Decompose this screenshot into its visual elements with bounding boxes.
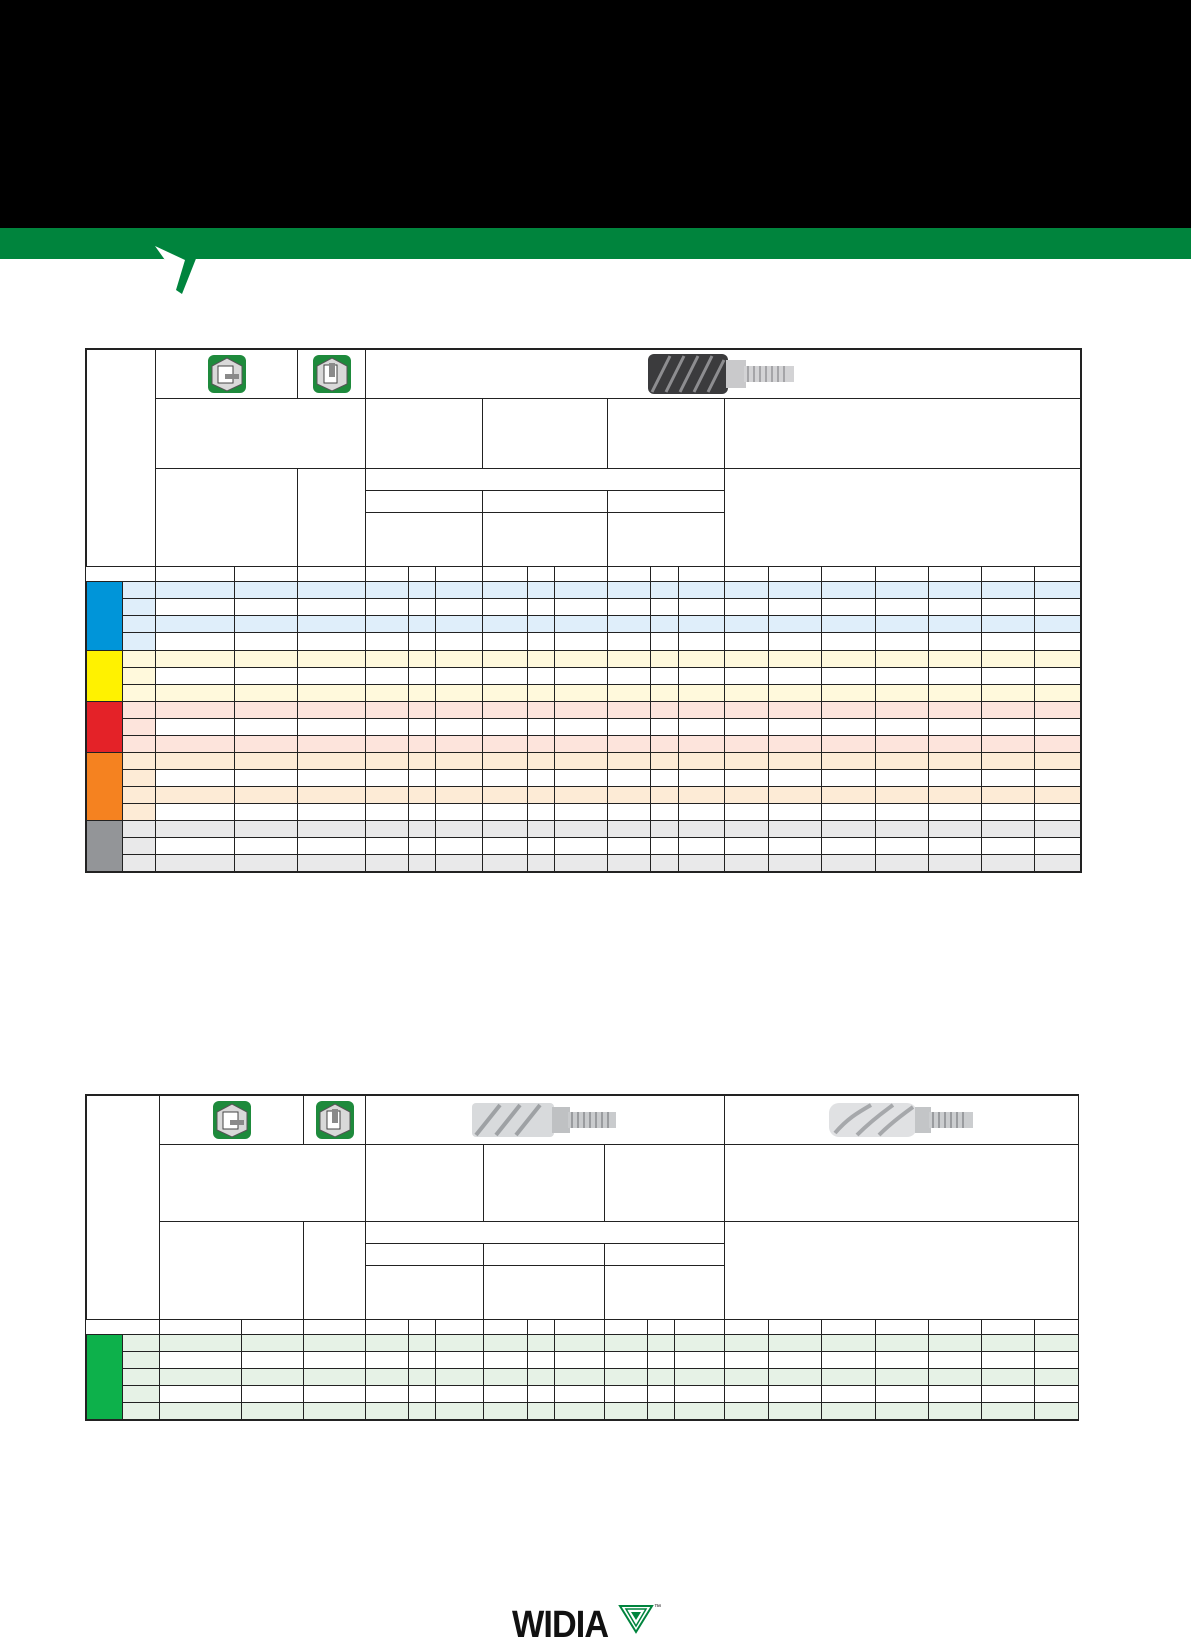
table-row — [87, 837, 1081, 854]
table-row — [87, 752, 1081, 769]
material-group-s-swatch — [87, 752, 123, 820]
operation-icon-cell-1 — [156, 350, 298, 399]
header-block-e — [724, 399, 1080, 469]
table-row — [87, 786, 1081, 803]
header-block-m — [366, 1266, 484, 1320]
header-block-j — [366, 1244, 484, 1266]
widia-flag-icon — [155, 246, 203, 294]
operation-icon-cell-1 — [160, 1096, 304, 1145]
operation-icon-cell-2 — [304, 1096, 366, 1145]
material-group-header — [87, 1096, 160, 1320]
silver-end-mill-icon — [470, 1099, 620, 1141]
header-block-h — [366, 469, 724, 491]
header-block-h — [366, 1222, 725, 1244]
header-block-o — [605, 1266, 725, 1320]
table-row — [87, 820, 1081, 837]
table-row — [87, 650, 1081, 667]
header-block-d — [605, 1145, 725, 1222]
cutting-data-table-1 — [85, 348, 1082, 873]
table-row — [87, 684, 1081, 701]
top-black-band — [0, 0, 1191, 228]
header-block-f — [156, 469, 298, 567]
tool-image-cell-2 — [725, 1096, 1079, 1145]
header-block-i — [725, 1222, 1079, 1320]
dark-end-mill-icon — [648, 352, 798, 396]
milling-machine-icon — [207, 354, 247, 394]
table-row — [87, 1352, 1079, 1369]
widia-logo — [512, 1602, 672, 1647]
header-block-k — [484, 1244, 605, 1266]
operation-icon-cell-2 — [298, 350, 366, 399]
header-block-f — [160, 1222, 304, 1320]
trademark-symbol: ™ — [654, 1604, 661, 1611]
table-row — [87, 667, 1081, 684]
header-block-n — [484, 1266, 605, 1320]
table-row — [87, 1403, 1079, 1420]
header-block-c — [484, 1145, 605, 1222]
material-group-p-swatch — [87, 582, 123, 650]
machining-center-icon — [312, 354, 352, 394]
header-block-j — [366, 491, 483, 513]
header-block-l — [608, 491, 724, 513]
material-group-h-swatch — [87, 820, 123, 871]
material-group-k-swatch — [87, 701, 123, 752]
table-row — [87, 718, 1081, 735]
header-block-c — [483, 399, 608, 469]
table-row — [87, 1386, 1079, 1403]
header-block-g — [298, 469, 366, 567]
table-row — [87, 599, 1081, 616]
header-block-b — [366, 1145, 484, 1222]
table-row — [87, 701, 1081, 718]
table-row — [87, 582, 1081, 599]
table-row — [87, 616, 1081, 633]
material-group-n-swatch — [87, 1335, 123, 1420]
table-row — [87, 1335, 1079, 1352]
tool-image-cell — [366, 350, 1081, 399]
header-block-m — [366, 513, 483, 567]
cutting-data-table-2 — [85, 1094, 1079, 1421]
header-block-o — [608, 513, 724, 567]
table-row — [87, 803, 1081, 820]
silver-end-mill-alt-icon — [827, 1099, 977, 1141]
material-group-header — [87, 350, 156, 567]
header-block-a — [156, 399, 366, 469]
machining-center-icon — [315, 1100, 355, 1140]
header-block-n — [483, 513, 608, 567]
table-row — [87, 735, 1081, 752]
header-block-l — [605, 1244, 725, 1266]
table-row — [87, 769, 1081, 786]
header-block-d — [608, 399, 724, 469]
header-block-k — [483, 491, 608, 513]
logo-text: WIDIA — [512, 1604, 609, 1646]
table-row — [87, 567, 1081, 582]
table-row — [87, 1320, 1079, 1335]
tool-image-cell-1 — [366, 1096, 725, 1145]
header-block-i — [724, 469, 1080, 567]
table-row — [87, 633, 1081, 650]
material-group-m-swatch — [87, 650, 123, 701]
header-block-g — [304, 1222, 366, 1320]
header-block-a — [160, 1145, 366, 1222]
widia-triangle-mark-icon — [618, 1604, 654, 1634]
table-row — [87, 854, 1081, 871]
milling-machine-icon — [212, 1100, 252, 1140]
header-block-e — [725, 1145, 1079, 1222]
header-block-b — [366, 399, 483, 469]
table-row — [87, 1369, 1079, 1386]
